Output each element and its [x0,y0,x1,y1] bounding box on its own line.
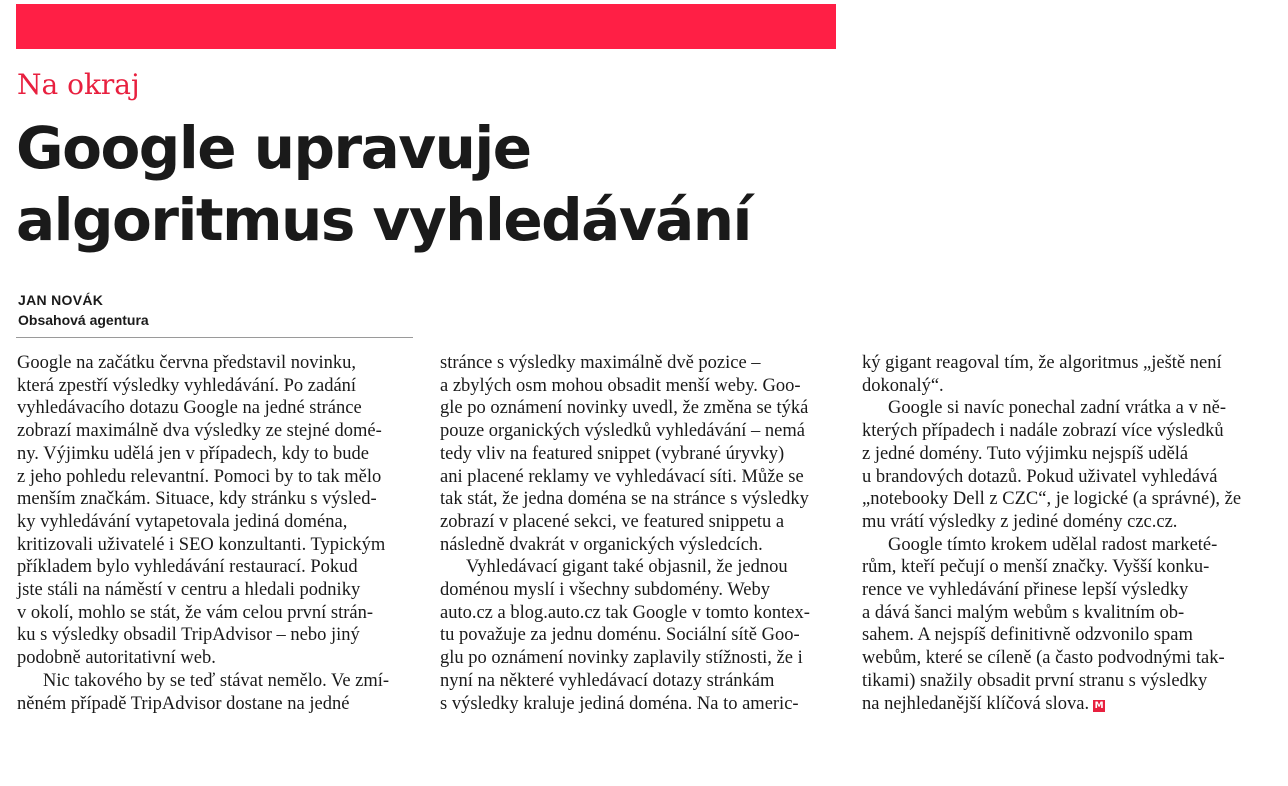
text-line: jste stáli na náměstí v centru a hledali podniky [17,580,361,601]
text-line: ku s výsledky obsadil TripAdvisor – nebo jiný [17,625,360,646]
text-line: ký gigant reagoval tím, že algoritmus „ještě není [862,353,1222,373]
text-line: stránce s výsledky maximálně dvě pozice – [440,353,761,373]
text-line: rence ve vyhledávání přinese lepší výsledky [862,580,1189,601]
magazine-logo-icon: M [1094,700,1104,711]
text-line: mu vrátí výsledky z jediné domény czc.cz. [862,511,1178,532]
article-column-3 [862,352,1241,715]
text-line: s výsledky kraluje jediná doména. Na to americ- [440,693,799,714]
text-line: z jeho pohledu relevantní. Pomoci by to tak mělo [17,466,382,487]
text-line: dokonalý“. [862,375,944,396]
text-line: v okolí, mohlo se stát, že vám celou první strán- [17,602,374,623]
text-line: nyní na některé vyhledávací dotazy stránkám [440,670,775,691]
text-line: doménou myslí i všechny subdomény. Weby [440,580,770,601]
text-line: ky vyhledávání vytapetovala jediná doména, [17,511,348,532]
text-line: podobně autoritativní web. [17,648,216,669]
text-line: Google na začátku června představil novinku, [17,353,357,373]
author-name: JAN NOVÁK [18,292,104,308]
text-line: tikami) snažily obsadit první stranu s výsledky [862,670,1208,691]
article-column-1 [17,352,389,715]
byline-divider [16,337,413,338]
text-line-paragraph-start: Google tímto krokem udělal radost marketé- [888,534,1218,555]
section-kicker: Na okraj [17,68,140,101]
headline-line-2: algoritmus vyhledávání [16,186,751,254]
text-line: auto.cz a blog.auto.cz tak Google v tomto kontex- [440,602,810,623]
text-line: vyhledávacího dotazu Google na jedné stránce [17,398,362,419]
text-line: u brandových dotazů. Pokud uživatel vyhledává [862,466,1218,487]
text-line: tu považuje za jednu doménu. Sociální sítě Goo- [440,625,800,646]
text-line: ny. Výjimku udělá jen v případech, kdy to bude [17,443,369,464]
text-line: a dává šanci malým webům s kvalitním ob- [862,602,1185,623]
header-color-bar [16,4,836,49]
byline [18,290,149,330]
text-line: tedy vliv na featured snippet (vybrané úryvky) [440,443,785,464]
text-line-last [862,693,1241,716]
text-line: gle po oznámení novinky uvedl, že změna se týká [440,398,809,419]
headline-line-1: Google upravuje [16,114,531,182]
last-line-text: na nejhledanější klíčová slova. [862,693,1090,714]
text-line: „notebooky Dell z CZC“, je logické (a správné), že [862,489,1242,510]
text-line-paragraph-start: Google si navíc ponechal zadní vrátka a v ně- [888,398,1227,419]
text-line-paragraph-start: Nic takového by se teď stávat nemělo. Ve zmí- [43,670,390,691]
text-line: následně dvakrát v organických výsledcích. [440,534,763,555]
text-line: tak stát, že jedna doména se na stránce s výsledky [440,489,809,510]
text-line: zobrazí maximálně dva výsledky ze stejné domé- [17,421,382,442]
text-line: glu po oznámení novinky zaplavily stížnosti, že i [440,648,803,669]
text-line: pouze organických výsledků vyhledávání – nemá [440,421,805,442]
text-line: příkladem bylo vyhledávání restaurací. Pokud [17,557,358,578]
text-line-paragraph-start: Vyhledávací gigant také objasnil, že jednou [466,557,788,578]
text-line: zobrazí v placené sekci, ve featured snippetu a [440,511,785,532]
author-agency: Obsahová agentura [18,312,149,328]
text-line: webům, které se cíleně (a často podvodnými tak- [862,648,1225,669]
text-line: rům, kteří pečují o menší značky. Vyšší konku- [862,557,1210,578]
text-line: ani placené reklamy ve vyhledávací síti. Může se [440,466,804,487]
text-line: menším značkám. Situace, kdy stránku s výsled- [17,489,377,510]
article-headline [16,112,916,256]
article-column-2 [440,352,810,715]
text-line: z jedné domény. Tuto výjimku nejspíš udělá [862,443,1189,464]
text-line: kritizovali uživatelé i SEO konzultanti. Typickým [17,534,386,555]
text-line: něném případě TripAdvisor dostane na jedné [17,693,350,714]
text-line: sahem. A nejspíš definitivně odzvonilo spam [862,625,1193,646]
text-line: a zbylých osm mohou obsadit menší weby. Goo- [440,375,801,396]
text-line: kterých případech i nadále zobrazí více výsledků [862,421,1224,442]
text-line: která zpestří výsledky vyhledávání. Po zadání [17,375,357,396]
